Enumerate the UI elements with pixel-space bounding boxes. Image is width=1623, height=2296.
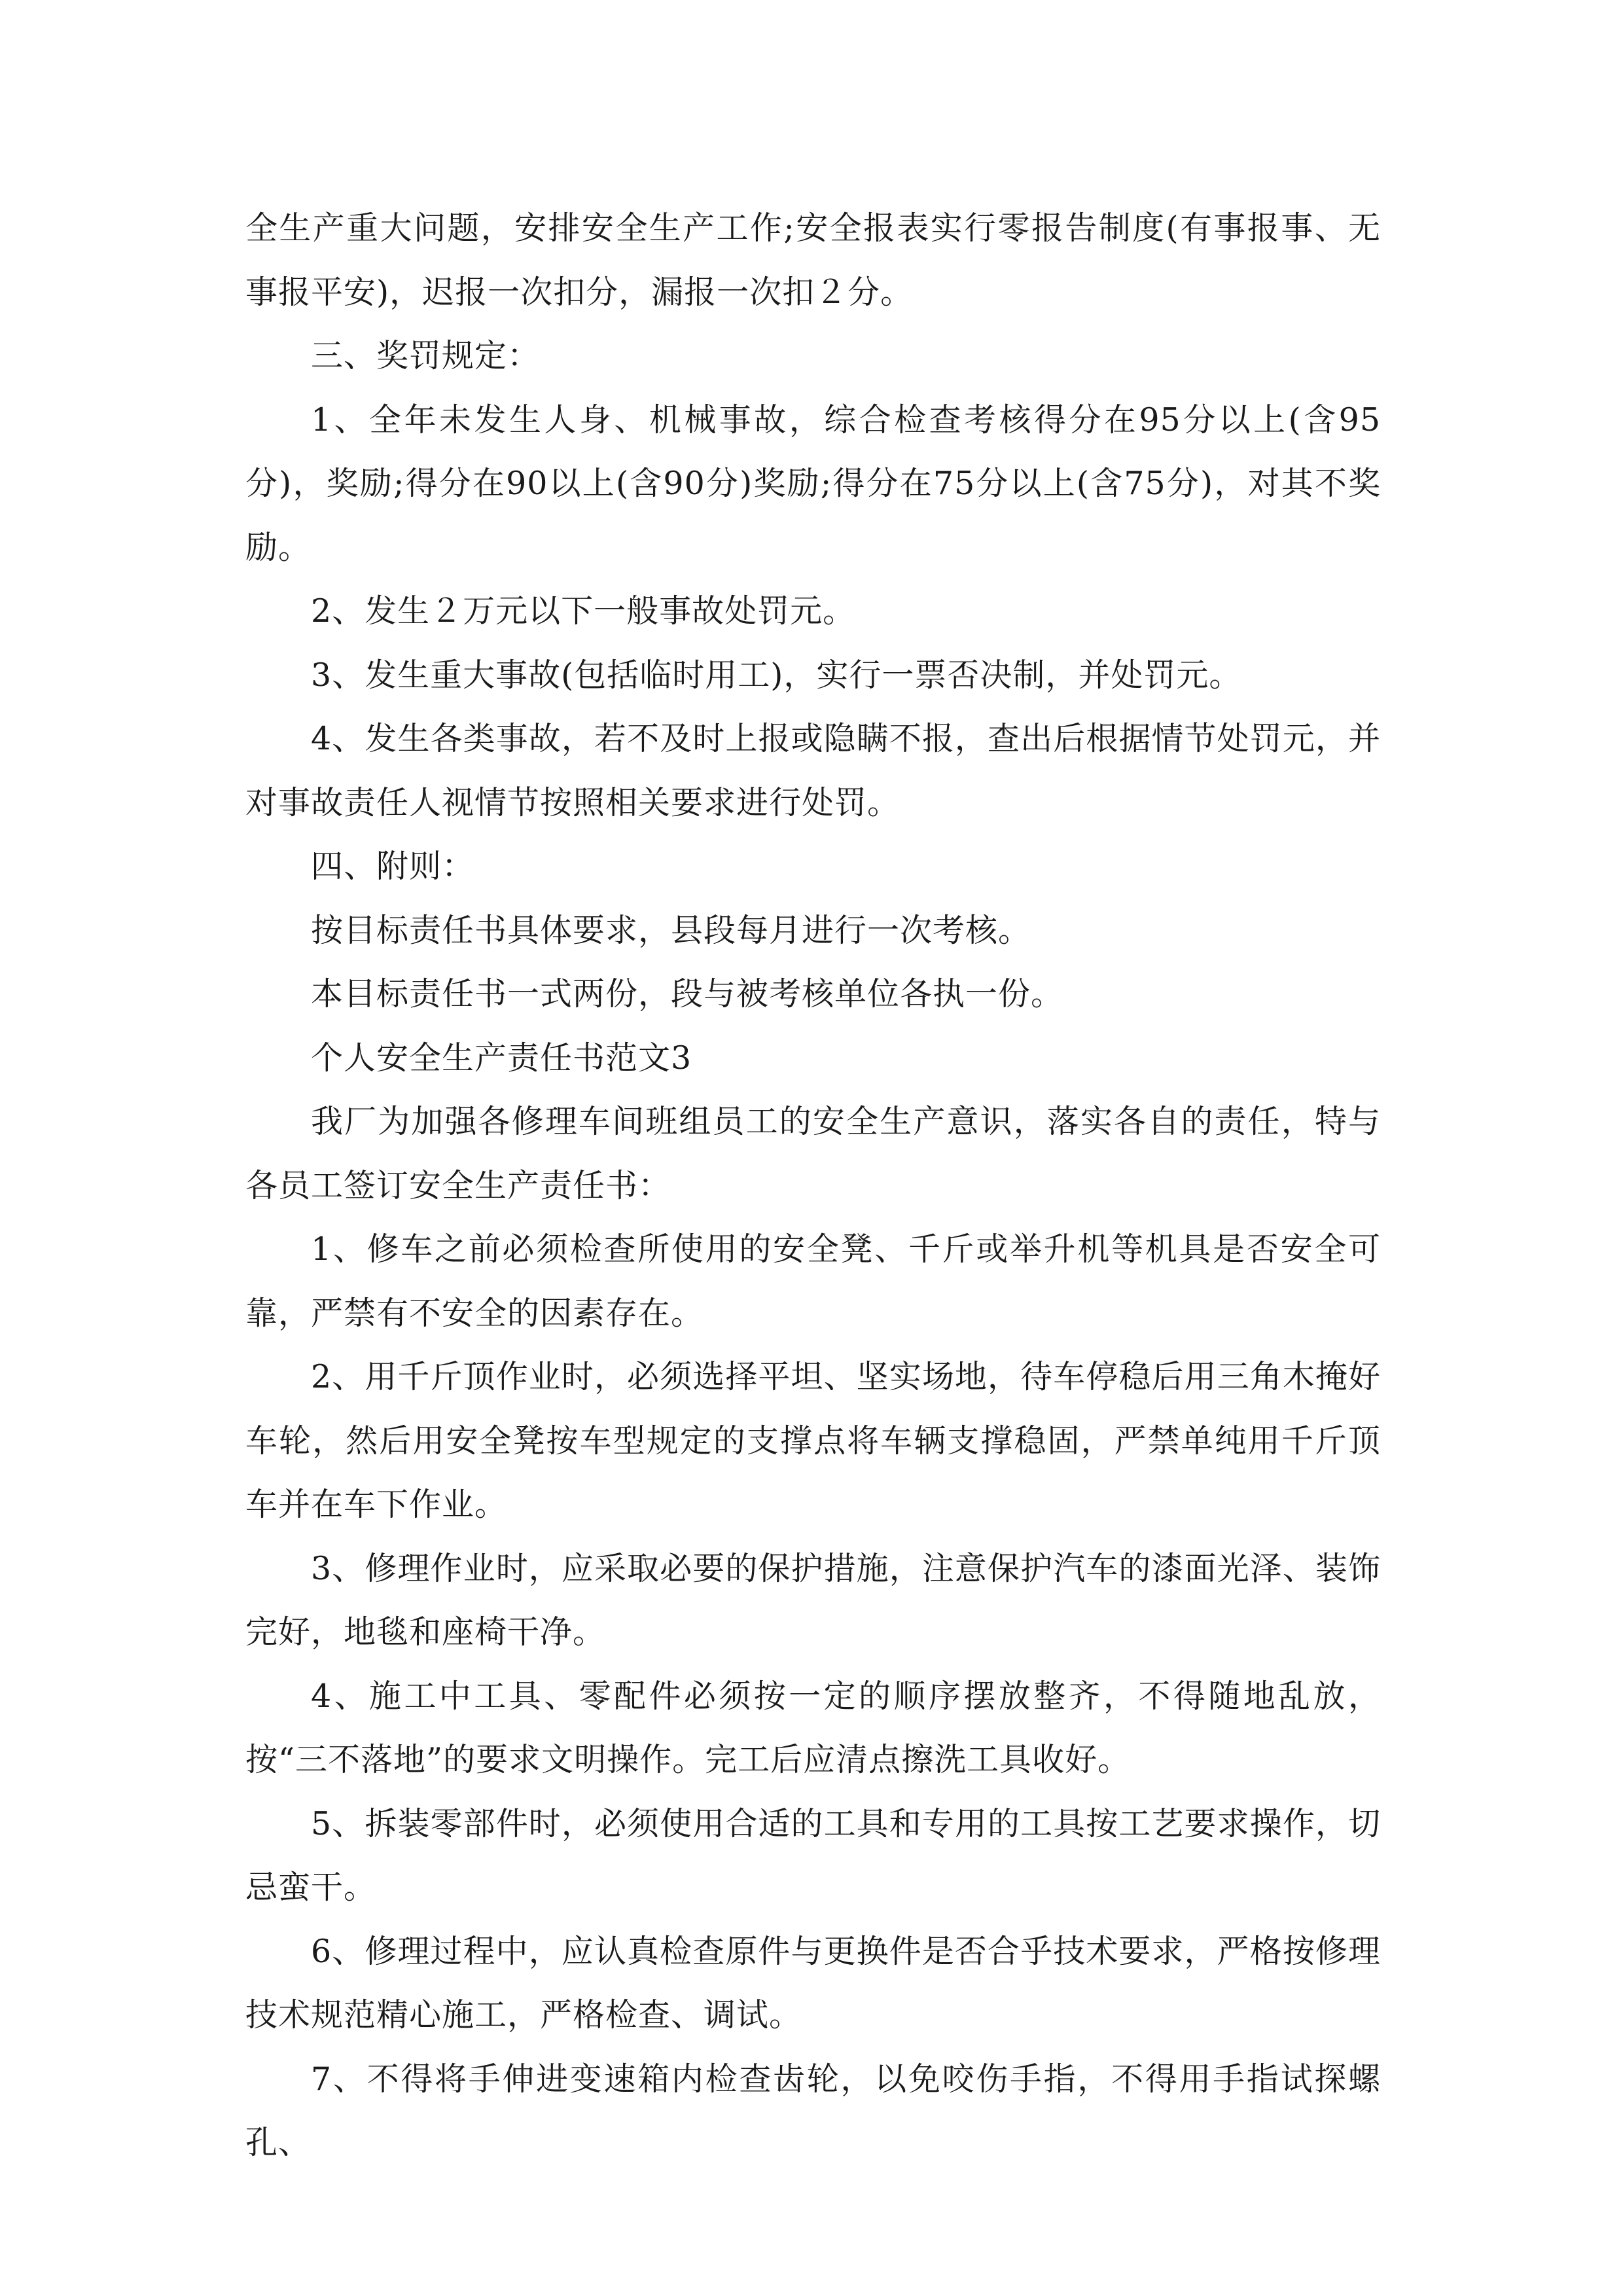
document-paragraph: 3、发生重大事故(包括临时用工)，实行一票否决制，并处罚元。 (311, 656, 1242, 694)
document-paragraph: 4、发生各类事故，若不及时上报或隐瞒不报，查出后根据情节处罚元，并对事故责任人视情节按照相关要求进行处罚。 (245, 720, 1381, 821)
document-paragraph: 三、奖罚规定： (311, 337, 541, 374)
document-paragraph: 按目标责任书具体要求，县段每月进行一次考核。 (311, 911, 1031, 949)
document-paragraph: 1、全年未发生人身、机械事故，综合检查考核得分在95分以上(含95分)，奖励;得分在90以上(含90分)奖励;得分在75分以上(含75分)，对其不奖励。 (245, 401, 1381, 566)
document-paragraph: 7、不得将手伸进变速箱内检查齿轮，以免咬伤手指，不得用手指试探螺孔、 (245, 2060, 1381, 2161)
document-paragraph: 本目标责任书一式两份，段与被考核单位各执一份。 (311, 975, 1064, 1013)
document-paragraph: 我厂为加强各修理车间班组员工的安全生产意识，落实各自的责任，特与各员工签订安全生产责任书： (245, 1103, 1381, 1204)
document-paragraph: 全生产重大问题，安排安全生产工作;安全报表实行零报告制度(有事报事、无事报平安)，迟报一次扣分，漏报一次扣２分。 (245, 209, 1381, 311)
document-paragraph: 3、修理作业时，应采取必要的保护措施，注意保护汽车的漆面光泽、装饰完好，地毯和座椅干净。 (245, 1549, 1381, 1651)
document-paragraph: 2、发生２万元以下一般事故处罚元。 (311, 592, 856, 630)
document-paragraph: 个人安全生产责任书范文3 (311, 1039, 692, 1077)
document-paragraph: 5、拆装零部件时，必须使用合适的工具和专用的工具按工艺要求操作，切忌蛮干。 (245, 1804, 1381, 1906)
document-body (245, 196, 1381, 2175)
document-paragraph: 4、施工中工具、零配件必须按一定的顺序摆放整齐，不得随地乱放，按“三不落地”的要求文明操作。完工后应清点擦洗工具收好。 (245, 1677, 1381, 1778)
document-paragraph: 2、用千斤顶作业时，必须选择平坦、坚实场地，待车停稳后用三角木掩好车轮，然后用安全凳按车型规定的支撑点将车辆支撑稳固，严禁单纯用千斤顶车并在车下作业。 (245, 1358, 1381, 1523)
document-paragraph: 1、修车之前必须检查所使用的安全凳、千斤或举升机等机具是否安全可靠，严禁有不安全的因素存在。 (245, 1230, 1381, 1332)
document-paragraph: 四、附则： (311, 848, 475, 885)
document-paragraph: 6、修理过程中，应认真检查原件与更换件是否合乎技术要求，严格按修理技术规范精心施工，严格检查、调试。 (245, 1932, 1381, 2034)
